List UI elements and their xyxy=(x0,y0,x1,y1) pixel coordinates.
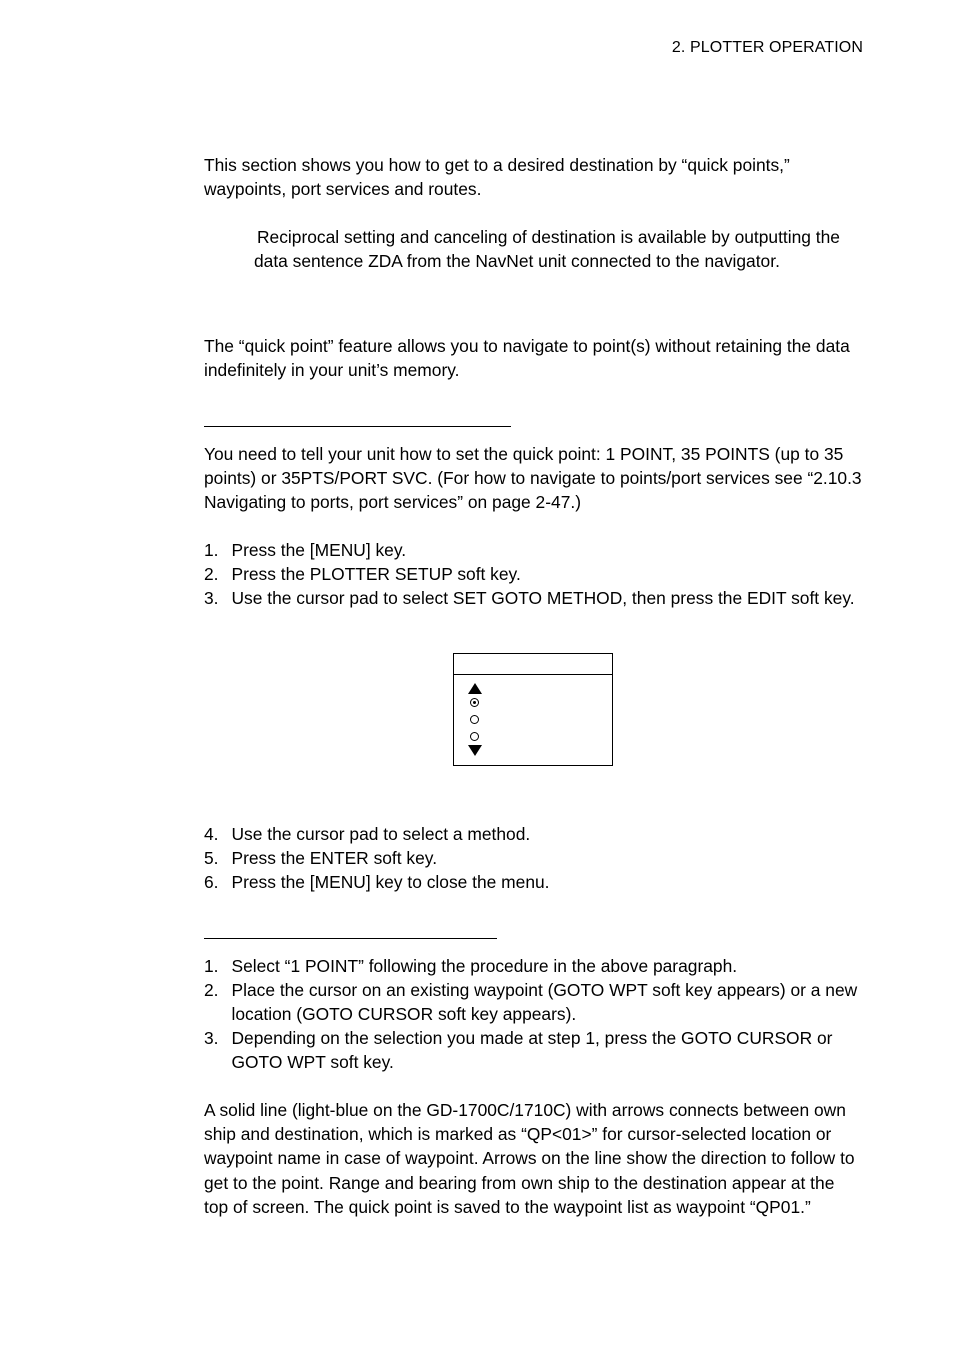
list-item xyxy=(204,586,864,610)
step-number: 5. xyxy=(204,848,219,868)
list-item xyxy=(204,1026,864,1074)
step-number: 2. xyxy=(204,980,219,1000)
quick-point-intro-paragraph: The “quick point” feature allows you to navigate to point(s) without retaining the data indefinitely in your unit’s memory. xyxy=(204,336,850,381)
list-item xyxy=(204,822,864,846)
one-point-steps-list xyxy=(204,954,864,1074)
step-text: Press the [MENU] key. xyxy=(231,540,407,560)
radio-unselected-icon xyxy=(470,715,479,724)
list-item xyxy=(204,978,864,1026)
set-method-steps-list-continued xyxy=(204,822,864,894)
one-point-result-paragraph: A solid line (light-blue on the GD-1700C/1710C) with arrows connects between own ship and destination, which is marked as “QP<01>” for cursor-selected location or waypoint name in case of waypoint. Arrows on the line show the direction to follow to get to the point. Range and bearing from own ship to the destination appear at the top of screen. The quick point is saved to the waypoint list as waypoint “QP01.” xyxy=(204,1100,855,1217)
step-text: Depending on the selection you made at step 1, press the GOTO CURSOR or GOTO WPT soft key. xyxy=(231,1028,833,1072)
list-item xyxy=(204,870,864,894)
scroll-down-arrow-icon xyxy=(468,745,482,756)
step-text: Select “1 POINT” following the procedure in the above paragraph. xyxy=(231,956,738,976)
set-method-steps-list xyxy=(204,538,864,610)
section-heading-rule xyxy=(204,938,497,939)
step-number: 1. xyxy=(204,540,219,560)
menu-title-bar xyxy=(454,654,612,675)
step-number: 6. xyxy=(204,872,219,892)
step-number: 3. xyxy=(204,588,219,608)
step-text: Press the ENTER soft key. xyxy=(231,848,438,868)
radio-unselected-icon xyxy=(470,732,479,741)
step-number: 4. xyxy=(204,824,219,844)
step-text: Press the PLOTTER SETUP soft key. xyxy=(231,564,521,584)
step-number: 1. xyxy=(204,956,219,976)
list-item xyxy=(204,538,864,562)
page-header: 2. PLOTTER OPERATION xyxy=(671,39,863,56)
step-text: Use the cursor pad to select SET GOTO METHOD, then press the EDIT soft key. xyxy=(231,588,855,608)
step-text: Use the cursor pad to select a method. xyxy=(231,824,531,844)
step-text: Press the [MENU] key to close the menu. xyxy=(231,872,550,892)
note-paragraph: Reciprocal setting and canceling of destination is available by outputting the data sentence ZDA from the NavNet unit connected to the navigator. xyxy=(254,227,840,271)
step-number: 2. xyxy=(204,564,219,584)
list-item xyxy=(204,562,864,586)
radio-selected-icon xyxy=(470,698,479,707)
list-item xyxy=(204,846,864,870)
goto-method-menu-figure xyxy=(453,653,613,766)
set-method-intro-paragraph: You need to tell your unit how to set the quick point: 1 POINT, 35 POINTS (up to 35 points) or 35PTS/PORT SVC. (For how to navigate to points/port services see “2.10.3 Navigating to ports, port services” on page 2-47.) xyxy=(204,444,862,513)
step-number: 3. xyxy=(204,1028,219,1048)
section-heading-rule xyxy=(204,426,511,427)
list-item xyxy=(204,954,864,978)
intro-paragraph: This section shows you how to get to a desired destination by “quick points,” waypoints, port services and routes. xyxy=(204,155,790,200)
step-text: Place the cursor on an existing waypoint (GOTO WPT soft key appears) or a new location (GOTO CURSOR soft key appears). xyxy=(231,980,858,1024)
scroll-up-arrow-icon xyxy=(468,683,482,694)
